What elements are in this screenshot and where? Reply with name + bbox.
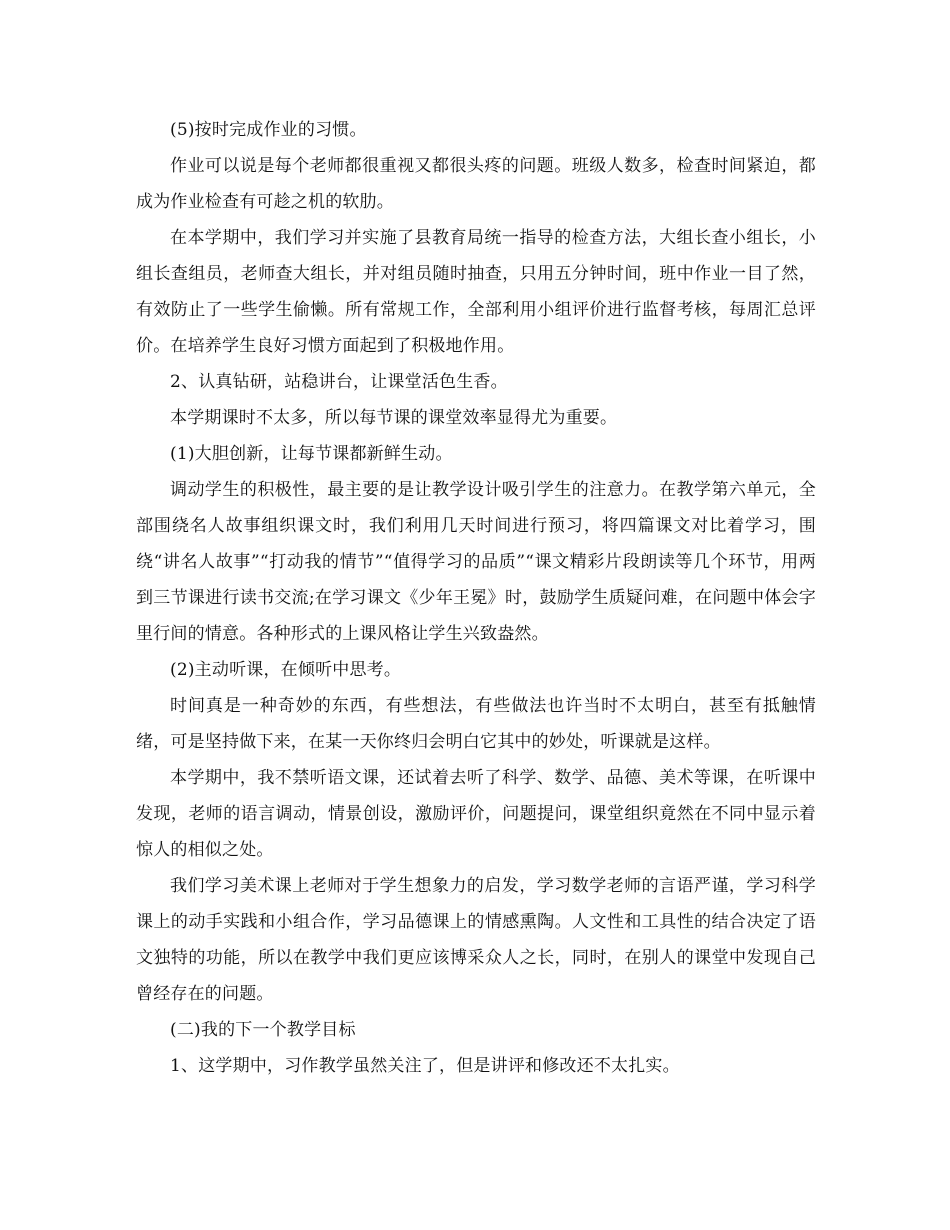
paragraph-time-wonder: 时间真是一种奇妙的东西，有些想法，有些做法也许当时不太明白，甚至有抵触情绪，可是坚持做下来，在某一天你终归会明白它其中的妙处，听课就是这样。 xyxy=(136,696,816,752)
paragraph-class-efficiency: 本学期课时不太多，所以每节课的课堂效率显得尤为重要。 xyxy=(170,408,618,428)
paragraph-homework-problem: 作业可以说是每个老师都很重视又都很头疼的问题。班级人数多，检查时间紧迫，都成为作业检查有可趁之机的软肋。 xyxy=(136,156,816,212)
heading-next-goal: (二)我的下一个教学目标 xyxy=(170,1020,356,1040)
heading-study-teaching: 2、认真钻研，站稳讲台，让课堂活色生香。 xyxy=(170,372,508,392)
document-body xyxy=(136,112,816,1084)
heading-homework-habit: (5)按时完成作业的习惯。 xyxy=(170,120,367,140)
paragraph-learn-from-others: 我们学习美术课上老师对于学生想象力的启发，学习数学老师的言语严谨，学习科学课上的动手实践和小组合作，学习品德课上的情感熏陶。人文性和工具性的结合决定了语文独特的功能，所以在教学中我们更应该博采众人之长，同时，在别人的课堂中发现自己曾经存在的问题。 xyxy=(136,876,816,1004)
heading-active-listening: (2)主动听课，在倾听中思考。 xyxy=(170,660,402,680)
heading-bold-innovation: (1)大胆创新，让每节课都新鲜生动。 xyxy=(170,444,453,464)
paragraph-writing-teaching: 1、这学期中，习作教学虽然关注了，但是讲评和修改还不太扎实。 xyxy=(170,1056,680,1076)
paragraph-observe-classes: 本学期中，我不禁听语文课，还试着去听了科学、数学、品德、美术等课，在听课中发现，老师的语言调动，情景创设，激励评价，问题提问，课堂组织竟然在不同中显示着惊人的相似之处。 xyxy=(136,768,816,860)
paragraph-check-method: 在本学期中，我们学习并实施了县教育局统一指导的检查方法，大组长查小组长，小组长查组员，老师查大组长，并对组员随时抽查，只用五分钟时间，班中作业一目了然，有效防止了一些学生偷懒。所有常规工作，全部利用小组评价进行监督考核，每周汇总评价。在培养学生良好习惯方面起到了积极地作用。 xyxy=(136,228,816,356)
paragraph-unit-six: 调动学生的积极性，最主要的是让教学设计吸引学生的注意力。在教学第六单元，全部围绕名人故事组织课文时，我们利用几天时间进行预习，将四篇课文对比着学习，围绕“讲名人故事”“打动我的情节”“值得学习的品质”“课文精彩片段朗读等几个环节，用两到三节课进行读书交流;在学习课文《少年王冕》时，鼓励学生质疑问难，在问题中体会字里行间的情意。各种形式的上课风格让学生兴致盎然。 xyxy=(136,480,816,644)
